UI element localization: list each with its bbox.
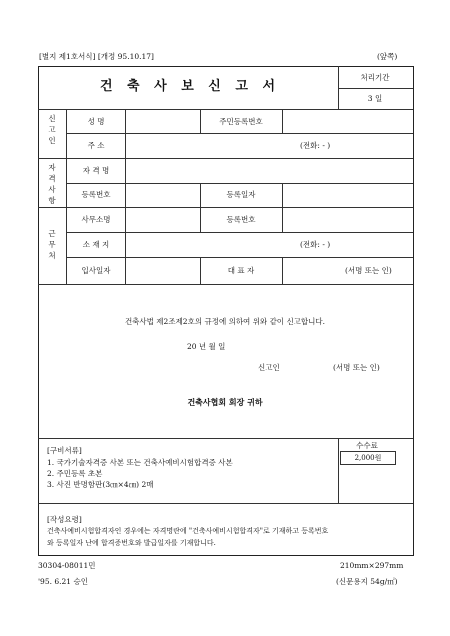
instructions-text-2: 와 등록일자 난에 합격증번호와 발급일자를 기재합니다.	[47, 539, 216, 547]
office-regno-label: 등록번호	[226, 215, 256, 224]
representative-sign-note: (서명 또는 인)	[345, 266, 392, 275]
document-item: 3. 사진 반명함판(3㎝×4㎝) 2매	[47, 480, 154, 489]
name-label: 성 명	[87, 117, 105, 126]
reporter-sign-note: (서명 또는 인)	[333, 363, 380, 372]
document-item: 1. 국가기술자격증 사본 또는 건축사예비시험합격증 사본	[47, 458, 233, 467]
section-workplace: 근 무 처	[48, 229, 56, 260]
paper-type: (신문용지 54g/㎡)	[336, 577, 398, 586]
form-number: [별지 제1호서식] [개정 95.10.17]	[39, 52, 154, 61]
processing-period-value: 3 일	[367, 94, 383, 103]
declaration-statement: 건축사법 제2조제2호의 규정에 의하여 위와 같이 신고합니다.	[124, 317, 326, 326]
reporter-signature-label: 신고인	[258, 363, 280, 372]
qualification-regno-label: 등록번호	[81, 190, 111, 199]
section-reporter: 신 고 인	[48, 114, 56, 145]
instructions-heading: [작성요령]	[47, 515, 82, 524]
section-qualification: 자 격 사 항	[48, 163, 56, 205]
representative-label: 대 표 자	[227, 266, 255, 275]
join-date-label: 입사일자	[81, 266, 111, 275]
documents-heading: [구비서류]	[47, 446, 82, 455]
form-code: 30304-08011민	[38, 561, 96, 570]
location-label: 소 재 지	[82, 240, 110, 249]
workplace-phone: (전화: - )	[300, 240, 331, 249]
qualification-regdate-label: 등록일자	[226, 190, 256, 199]
address-label: 주 소	[87, 141, 105, 150]
form-title: 건 축 사 보 신 고 서	[99, 79, 281, 94]
document-item: 2. 주민등록 초본	[47, 469, 103, 478]
declaration-date: 20 년 월 일	[187, 342, 226, 351]
fee-label: 수수료	[356, 441, 378, 450]
approval-date: '95. 6.21 승인	[38, 577, 88, 586]
page-side-label: (앞쪽)	[377, 52, 398, 61]
instructions-text: 건축사예비시험합격자인 경우에는 자격명란에 "건축사예비시험합격자"로 기재하고 등록번호	[47, 527, 329, 535]
addressee: 건축사협회 회장 귀하	[187, 397, 263, 407]
office-name-label: 사무소명	[81, 215, 111, 224]
processing-period-label: 처리기간	[360, 73, 390, 82]
reporter-phone: (전화: - )	[300, 141, 331, 150]
fee-value: 2,000원	[340, 451, 396, 465]
paper-size: 210mm×297mm	[340, 561, 404, 570]
resident-number-label: 주민등록번호	[219, 117, 263, 126]
qualification-name-label: 자 격 명	[82, 166, 110, 175]
